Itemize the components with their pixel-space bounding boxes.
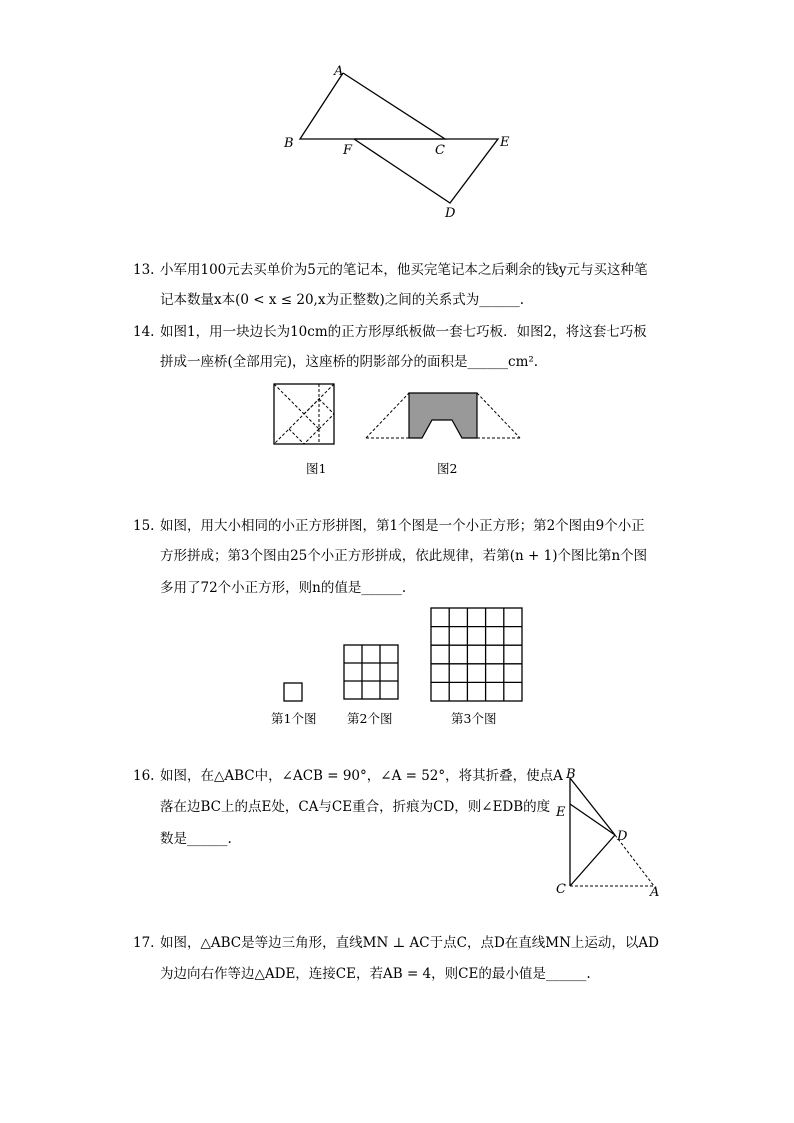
q16-line1: 如图，在△ABC中，∠ACB = 90°，∠A = 52°，将其折叠，使点A bbox=[160, 768, 563, 784]
tangram-figure-2-bridge bbox=[362, 390, 524, 444]
q13-number: 13. bbox=[133, 262, 155, 278]
fig2-caption: 图2 bbox=[437, 461, 458, 476]
grid-figure-2 bbox=[342, 643, 402, 703]
label-F: F bbox=[343, 143, 353, 158]
q13-line1: 小军用100元去买单价为5元的笔记本，他买完笔记本之后剩余的钱y元与买这种笔 bbox=[160, 262, 648, 278]
figure-triangles-abc-def bbox=[270, 55, 530, 230]
q15-number: 15. bbox=[133, 518, 155, 534]
grid-figure-1 bbox=[282, 681, 306, 705]
grid-caption-1: 第1个图 bbox=[271, 711, 317, 726]
grid-caption-2: 第2个图 bbox=[347, 711, 393, 726]
grid-caption-3: 第3个图 bbox=[451, 711, 497, 726]
label-A: A bbox=[334, 64, 344, 79]
folded-triangle-figure bbox=[550, 762, 666, 898]
label-A: A bbox=[650, 885, 660, 898]
grid-figure-3 bbox=[429, 606, 525, 704]
q16-line3: 数是______. bbox=[160, 831, 232, 847]
q16-line2: 落在边BC上的点E处，CA与CE重合，折痕为CD，则∠EDB的度 bbox=[160, 799, 551, 815]
label-C: C bbox=[556, 882, 566, 897]
tangram-figure-1 bbox=[272, 382, 338, 448]
label-E: E bbox=[556, 805, 566, 820]
q17-number: 17. bbox=[133, 935, 155, 951]
q14-line2: 拼成一座桥(全部用完)，这座桥的阴影部分的面积是______cm². bbox=[160, 354, 539, 370]
q17-line1: 如图，△ABC是等边三角形，直线MN ⊥ AC于点C，点D在直线MN上运动，以AD bbox=[160, 935, 659, 951]
q17-line2: 为边向右作等边△ADE，连接CE，若AB = 4，则CE的最小值是______. bbox=[160, 966, 591, 982]
q15-line1: 如图，用大小相同的小正方形拼图，第1个图是一个小正方形；第2个图由9个小正 bbox=[160, 518, 645, 534]
q13-line2: 记本数量x本(0 < x ≤ 20,x为正整数)之间的关系式为______. bbox=[160, 292, 525, 308]
label-D: D bbox=[445, 206, 456, 221]
label-B: B bbox=[284, 136, 294, 151]
q14-number: 14. bbox=[133, 324, 155, 340]
label-D: D bbox=[617, 829, 628, 844]
q15-line2: 方形拼成；第3个图由25个小正方形拼成，依此规律，若第(n + 1)个图比第n个图 bbox=[160, 548, 648, 564]
fig1-caption: 图1 bbox=[306, 461, 327, 476]
label-E: E bbox=[500, 135, 510, 150]
label-B: B bbox=[566, 767, 576, 782]
label-C: C bbox=[435, 143, 445, 158]
q14-line1: 如图1，用一块边长为10cm的正方形厚纸板做一套七巧板．如图2，将这套七巧板 bbox=[160, 324, 647, 340]
q15-line3: 多用了72个小正方形，则n的值是______. bbox=[160, 580, 407, 596]
q16-number: 16. bbox=[133, 768, 155, 784]
